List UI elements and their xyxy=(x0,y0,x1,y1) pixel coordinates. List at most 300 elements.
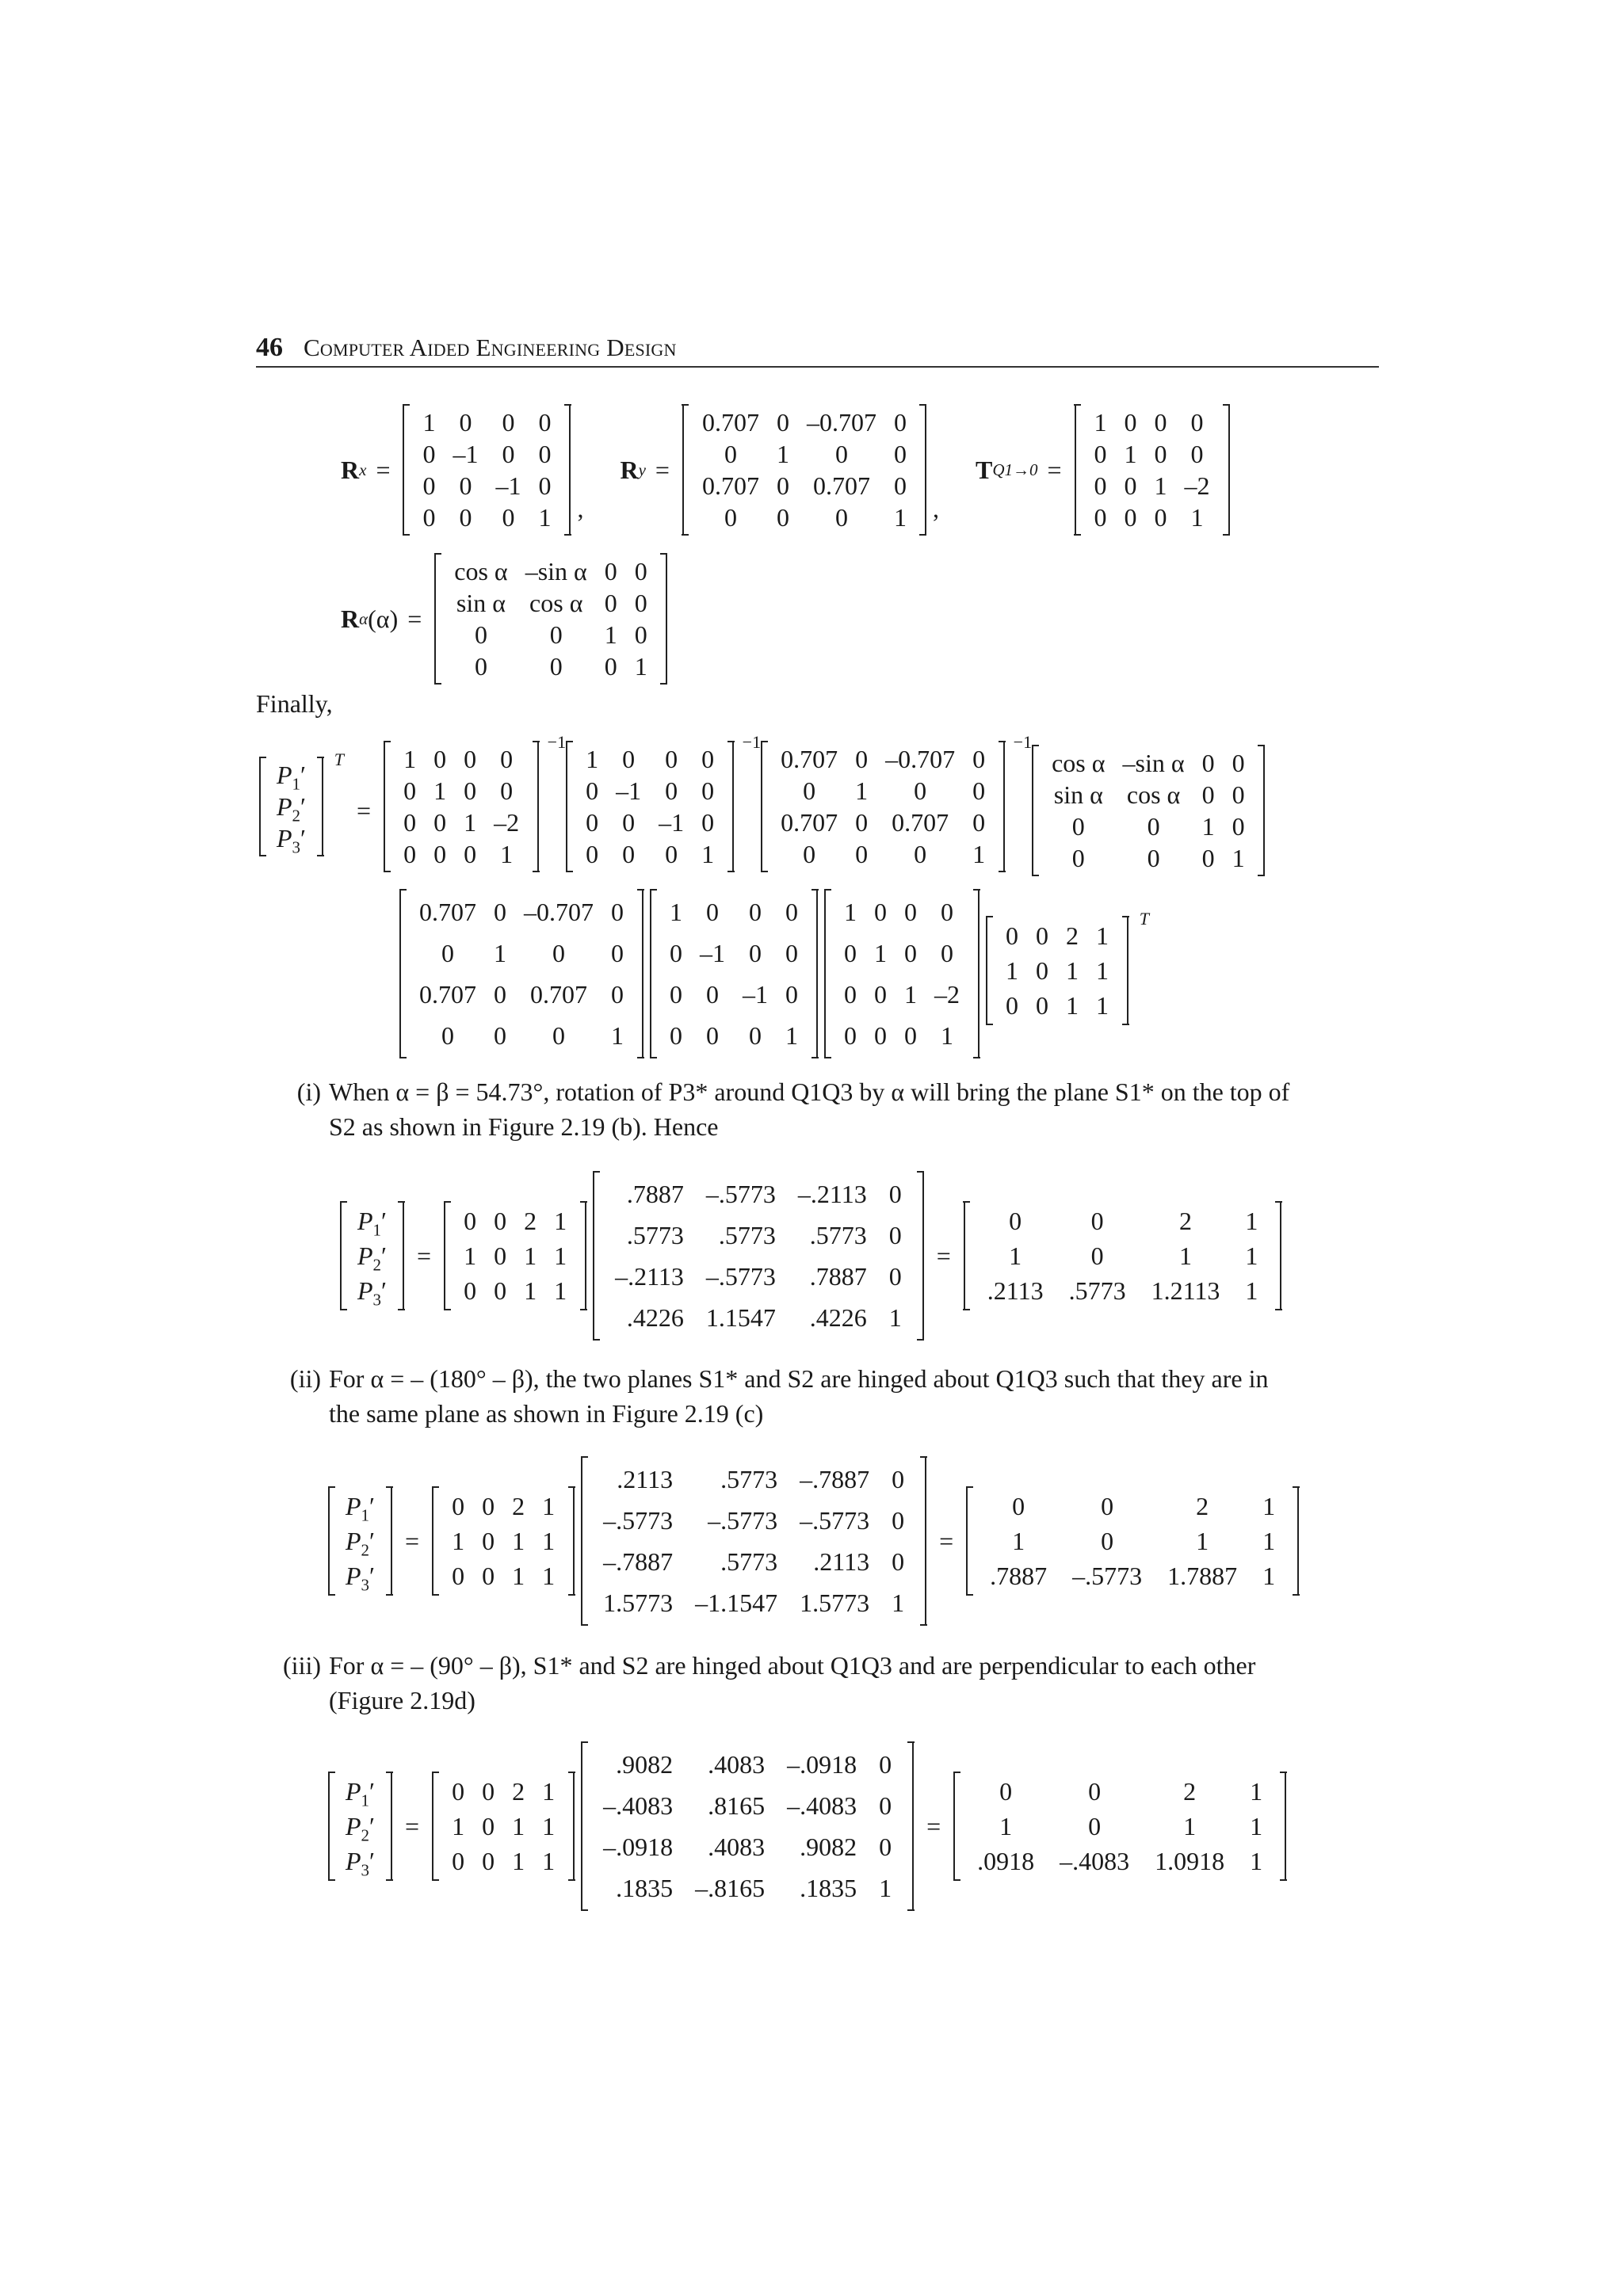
matrix-cell: 1 xyxy=(611,1021,624,1050)
matrix-cell: –.5773 xyxy=(800,1506,870,1535)
matrix-cell: 0 xyxy=(494,980,506,1009)
matrix-cell: 1 xyxy=(879,1874,892,1902)
matrix-cell: 0 xyxy=(502,440,515,468)
matrix-cell: 0 xyxy=(452,1492,465,1520)
matrix-cell: 1 xyxy=(1009,1241,1022,1270)
rotation-matrix-case3 xyxy=(581,1741,914,1911)
matrix-cell: 2 xyxy=(1178,1207,1192,1235)
matrix-cell: 0 xyxy=(552,939,565,967)
matrix-cell: 0 xyxy=(1036,921,1048,950)
matrix-cell: –.5773 xyxy=(705,1262,776,1291)
matrix-cell: –2 xyxy=(1184,471,1210,500)
matrix-cell: 1.7887 xyxy=(1167,1562,1238,1590)
matrix-cell: 1 xyxy=(1245,1276,1258,1305)
matrix-cell: .5773 xyxy=(626,1221,684,1249)
matrix-cell: 1 xyxy=(1190,503,1204,532)
matrix-cell: –1 xyxy=(743,980,768,1009)
matrix-cell: 0 xyxy=(701,808,715,837)
matrix-cell: 0 xyxy=(1124,471,1137,500)
matrix-cell: 0 xyxy=(879,1750,892,1779)
matrix-cell: 0 xyxy=(670,939,682,967)
matrix-cell: 1 xyxy=(586,745,599,773)
matrix-cell: 0 xyxy=(1006,990,1018,1020)
matrix-cell: 0 xyxy=(941,939,953,967)
matrix-cell: 0 xyxy=(776,408,789,437)
matrix-cell: 0 xyxy=(724,440,737,468)
matrix-cell: .2113 xyxy=(617,1465,674,1493)
matrix-cell: 0 xyxy=(464,840,477,868)
t-matrix-inverse xyxy=(384,741,539,872)
matrix-cell: 0.707 xyxy=(419,980,476,1009)
matrix-cell: 0 xyxy=(500,776,514,805)
matrix-cell: –.5773 xyxy=(705,1180,776,1208)
matrix-cell: –1 xyxy=(659,808,685,837)
matrix-cell: 1 xyxy=(1245,1241,1258,1270)
matrix-cell: .4083 xyxy=(708,1750,766,1779)
matrix-cell: 0 xyxy=(604,652,617,681)
matrix-cell: 0 xyxy=(1012,1492,1025,1520)
result-matrix-case1 xyxy=(964,1201,1282,1310)
matrix-cell: –1 xyxy=(616,776,642,805)
matrix-cell: 0 xyxy=(622,808,636,837)
matrix-cell: 1.5773 xyxy=(603,1589,674,1617)
matrix-cell: 0 xyxy=(1154,440,1167,468)
final-equation-line2: 0.707 0 –0.707 0 0 1 0 0 0.707 0 0.707 0 0 0 0 1 1 0 0 0 0 –1 0 0 0 0 –1 0 0 0 0 1 1 0 0 0 0 1 0 0 0 0 1 –2 0 0 0 1 0 0 2 1 1 0 1 1 0 0 1 1 T xyxy=(396,889,1132,1058)
matrix-cell: –.4083 xyxy=(1060,1847,1130,1875)
matrix-cell: –.2113 xyxy=(615,1262,684,1291)
matrix-cell: 0 xyxy=(855,745,869,773)
matrix-cell: 0 xyxy=(834,503,848,532)
matrix-cell: 1 xyxy=(433,776,447,805)
matrix-cell: 0 xyxy=(403,808,417,837)
matrix-cell: 0 xyxy=(611,939,624,967)
ry-matrix-inverse xyxy=(761,741,1005,872)
case-ii-equation: $P_1'$ $P_2'$ $P_3'$ = 0 0 2 1 1 0 1 1 0 0 1 1 .2113 .5773 –.7887 0 –.5773 –.5773 –.5773 0 –.7887 .5773 .2113 0 1.5773 –1.1547 1.5773 1 = 0 0 2 1 1 0 1 1 .7887 –.5773 1.7887 1 xyxy=(325,1456,1302,1626)
matrix-cell: 0 xyxy=(749,939,762,967)
page-number: 46 xyxy=(256,333,283,362)
matrix-cell: 0 xyxy=(893,440,907,468)
case-iii-text: (iii) For α = – (90° – β), S1* and S2 are hinged about Q1Q3 and are perpendicular to each other (Figure 2.19d) xyxy=(283,1651,1256,1714)
matrix-cell: 1 xyxy=(893,503,907,532)
case-iii-equation: $P_1'$ $P_2'$ $P_3'$ = 0 0 2 1 1 0 1 1 0 0 1 1 .9082 .4083 –.0918 0 –.4083 .8165 –.4083 0 –.0918 .4083 .9082 0 .1835 –.8165 .1835 1 = 0 0 2 1 1 0 1 1 .0918 –.4083 1.0918 1 xyxy=(325,1741,1289,1911)
vector-entry: $P_2'$ xyxy=(357,1241,388,1275)
matrix-cell: 0 xyxy=(749,898,762,926)
matrix-cell: 1 xyxy=(844,898,857,926)
matrix-cell: 1 xyxy=(874,939,887,967)
matrix-cell: 0 xyxy=(452,1847,465,1875)
matrix-cell: 0 xyxy=(844,1021,857,1050)
matrix-cell: 1 xyxy=(512,1812,525,1840)
matrix-cell: 0 xyxy=(459,503,472,532)
matrix-cell: 1 xyxy=(512,1847,525,1875)
rx-label: R x xyxy=(341,456,367,484)
matrix-cell: 0 xyxy=(914,840,927,868)
matrix-cell: 0 xyxy=(972,776,986,805)
vector-entry: $P_1'$ xyxy=(357,1207,388,1240)
matrix-cell: 1.2113 xyxy=(1151,1276,1220,1305)
matrix-cell: 0 xyxy=(1147,811,1160,841)
matrix-cell: 0 xyxy=(785,939,798,967)
matrix-cell: 0 xyxy=(1201,780,1215,809)
matrix-cell: –.2113 xyxy=(797,1180,867,1208)
matrix-cell: 2 xyxy=(1196,1492,1209,1520)
translation-label: T Q1→0 xyxy=(975,456,1038,484)
ralpha-equation: R α (α) = cos α –sin α 0 0 sin α cos α 0 0 0 0 1 0 0 0 0 1 xyxy=(341,553,670,685)
ry-matrix-line2 xyxy=(399,889,643,1058)
matrix-cell: 0 xyxy=(464,776,477,805)
matrix-cell: –.0918 xyxy=(787,1750,857,1779)
ry-label: R y xyxy=(620,456,646,484)
matrix-cell: 0 xyxy=(888,1221,902,1249)
matrix-cell: 2 xyxy=(512,1492,525,1520)
matrix-cell: 1.5773 xyxy=(800,1589,870,1617)
matrix-cell: 0.707 xyxy=(781,808,838,837)
matrix-cell: 1 xyxy=(1012,1527,1025,1555)
matrix-cell: 1 xyxy=(422,408,436,437)
matrix-cell: 0 xyxy=(1232,780,1245,809)
matrix-cell: 0 xyxy=(874,898,887,926)
matrix-cell: –2 xyxy=(494,808,520,837)
case-i-text: (i) When α = β = 54.73°, rotation of P3* around Q1Q3 by α will bring the plane S1* on the top of S2 as shown in Figure 2.19 (b). Hence xyxy=(296,1077,1290,1141)
matrix-cell: 1 xyxy=(1250,1812,1263,1840)
matrix-cell: 0 xyxy=(888,1262,902,1291)
matrix-cell: 1 xyxy=(500,840,514,868)
matrix-cell: 0 xyxy=(464,1207,477,1235)
matrix-cell: 1 xyxy=(776,440,789,468)
matrix-cell: 0 xyxy=(1124,408,1137,437)
matrix-cell: 0 xyxy=(1009,1207,1022,1235)
matrix-cell: 1 xyxy=(701,840,715,868)
matrix-cell: –.0918 xyxy=(603,1833,674,1861)
matrix-cell: 1 xyxy=(542,1812,556,1840)
matrix-cell: 0 xyxy=(1190,408,1204,437)
matrix-cell: 0 xyxy=(1147,843,1160,872)
matrix-cell: 1 xyxy=(554,1241,567,1270)
matrix-cell: 1 xyxy=(1250,1847,1263,1875)
matrix-cell: 1 xyxy=(1262,1527,1276,1555)
matrix-cell: 0 xyxy=(1201,748,1215,777)
matrix-cell: 0 xyxy=(482,1812,495,1840)
matrix-cell: 0 xyxy=(482,1777,495,1806)
matrix-cell: 0 xyxy=(893,471,907,500)
final-equation-line1: $P_1'$ $P_2'$ $P_3'$ T = 1 0 0 0 0 1 0 0 0 0 1 –2 0 0 0 1 −1 1 0 0 0 0 –1 0 0 0 0 –1 0 0 0 0 1 −1 0.707 0 –0.707 0 0 1 0 0 0.707 0 0.707 0 0 0 0 1 −1 cos α –sin α 0 0 sin α cos α 0 0 0 0 1 0 0 0 0 1 xyxy=(256,741,1268,879)
matrix-cell: 1 xyxy=(512,1527,525,1555)
matrix-cell: –.5773 xyxy=(603,1506,674,1535)
matrix-cell: 0 xyxy=(494,1276,507,1305)
matrix-cell: 0 xyxy=(464,745,477,773)
matrix-cell: 0 xyxy=(1232,748,1245,777)
matrix-cell: –1 xyxy=(700,939,725,967)
matrix-cell: 0 xyxy=(622,745,636,773)
matrix-cell: 0 xyxy=(586,776,599,805)
matrix-cell: 0 xyxy=(855,808,869,837)
matrix-cell: 1 xyxy=(1066,955,1079,985)
matrix-cell: 0 xyxy=(1101,1527,1114,1555)
matrix-cell: 0 xyxy=(433,840,447,868)
matrix-cell: 0.707 xyxy=(701,408,759,437)
case-ii-text: (ii) For α = – (180° – β), the two planes S1* and S2 are hinged about Q1Q3 such that they are in the same plane as shown in Figure 2.19 (c) xyxy=(289,1364,1269,1428)
matrix-cell: 1 xyxy=(1178,1241,1192,1270)
matrix-cell: .0918 xyxy=(977,1847,1035,1875)
matrix-cell: 0 xyxy=(494,1021,506,1050)
matrix-cell: 1 xyxy=(512,1562,525,1590)
matrix-cell: 1 xyxy=(1096,921,1109,950)
matrix-cell: 0 xyxy=(452,1777,465,1806)
rotation-matrix-case1 xyxy=(593,1171,924,1341)
rx-matrix-inverse xyxy=(566,741,734,872)
matrix-cell: –0.707 xyxy=(524,898,594,926)
vector-entry: $P_2'$ xyxy=(346,1812,376,1845)
matrix-cell: cos α xyxy=(1052,748,1106,777)
rx-matrix-line2 xyxy=(650,889,818,1058)
matrix-cell: 0 xyxy=(441,939,454,967)
matrix-cell: 2 xyxy=(1183,1777,1197,1806)
matrix-cell: 0 xyxy=(403,776,417,805)
matrix-cell: 0 xyxy=(500,745,514,773)
matrix-cell: 0 xyxy=(785,898,798,926)
matrix-cell: 0 xyxy=(1071,843,1085,872)
p-prime-vector xyxy=(259,757,323,856)
matrix-cell: 0 xyxy=(892,1506,905,1535)
matrix-cell: 0 xyxy=(422,503,436,532)
matrix-cell: –1 xyxy=(453,440,479,468)
matrix-cell: 1 xyxy=(904,980,917,1009)
matrix-cell: 0 xyxy=(879,1791,892,1820)
matrix-cell: 0 xyxy=(665,840,678,868)
matrix-cell: 0 xyxy=(604,557,617,585)
running-title: Computer Aided Engineering Design xyxy=(304,334,677,361)
vector-entry: $P_1'$ xyxy=(277,761,307,794)
matrix-cell: 0 xyxy=(482,1562,495,1590)
matrix-cell: –0.707 xyxy=(806,408,876,437)
matrix-cell: 0 xyxy=(1201,843,1215,872)
matrix-cell: 0 xyxy=(701,776,715,805)
matrix-cell: 2 xyxy=(512,1777,525,1806)
matrix-cell: –0.707 xyxy=(885,745,956,773)
matrix-cell: .7887 xyxy=(990,1562,1048,1590)
matrix-cell: 0 xyxy=(611,898,624,926)
matrix-cell: –1 xyxy=(495,471,521,500)
matrix-cell: –.8165 xyxy=(695,1874,766,1902)
matrix-cell: 1 xyxy=(1094,408,1107,437)
matrix-cell: 0 xyxy=(474,652,487,681)
matrix-cell: 0 xyxy=(634,557,647,585)
vector-entry: $P_2'$ xyxy=(277,792,307,826)
vector-entry: $P_1'$ xyxy=(346,1777,376,1810)
matrix-cell: 1 xyxy=(524,1241,537,1270)
matrix-cell: 0 xyxy=(1006,921,1018,950)
matrix-cell: 0 xyxy=(803,840,816,868)
matrix-cell: .4226 xyxy=(626,1303,684,1332)
matrix-cell: 1 xyxy=(542,1562,556,1590)
matrix-cell: 0 xyxy=(706,980,719,1009)
case-i-equation: $P_1'$ $P_2'$ $P_3'$ = 0 0 2 1 1 0 1 1 0 0 1 1 .7887 –.5773 –.2113 0 .5773 .5773 .5773 0 –.2113 –.5773 .7887 0 .4226 1.1547 .4226 1 = 0 0 2 1 1 0 1 1 .2113 .5773 1.2113 1 xyxy=(337,1171,1285,1341)
matrix-cell: 1 xyxy=(1183,1812,1197,1840)
matrix-cell: .5773 xyxy=(1068,1276,1126,1305)
matrix-cell: 0 xyxy=(941,898,953,926)
matrix-cell: 0 xyxy=(441,1021,454,1050)
matrix-cell: 0 xyxy=(1036,955,1048,985)
matrix-cell: 0 xyxy=(724,503,737,532)
matrix-cell: 0 xyxy=(482,1847,495,1875)
matrix-cell: 0 xyxy=(834,440,848,468)
matrix-cell: 0 xyxy=(665,745,678,773)
matrix-cell: 0 xyxy=(776,471,789,500)
matrix-cell: .5773 xyxy=(720,1547,778,1576)
matrix-cell: 0 xyxy=(464,1276,477,1305)
matrix-cell: 0 xyxy=(874,980,887,1009)
matrix-cell: 0 xyxy=(502,503,515,532)
ralpha-label: R α (α) xyxy=(341,605,399,633)
matrix-cell: 0 xyxy=(604,589,617,617)
matrix-cell: 0 xyxy=(1088,1777,1102,1806)
matrix-cell: 1 xyxy=(1232,843,1245,872)
matrix-cell: 0 xyxy=(914,776,927,805)
matrix-cell: 1 xyxy=(542,1777,556,1806)
p-prime-vector-case1 xyxy=(340,1201,404,1310)
matrix-cell: .9082 xyxy=(616,1750,674,1779)
matrix-cell: 2 xyxy=(524,1207,537,1235)
matrix-cell: .4226 xyxy=(809,1303,867,1332)
matrix-cell: 0 xyxy=(904,939,917,967)
matrix-cell: 0 xyxy=(999,1777,1013,1806)
matrix-cell: 1 xyxy=(634,652,647,681)
vector-entry: $P_3'$ xyxy=(346,1562,376,1595)
running-header xyxy=(256,331,1379,368)
matrix-cell: 0 xyxy=(459,471,472,500)
matrix-cell: 1 xyxy=(1154,471,1167,500)
matrix-cell: 0 xyxy=(1232,811,1245,841)
matrix-cell: cos α xyxy=(529,589,583,617)
matrix-cell: .5773 xyxy=(720,1465,778,1493)
matrix-cell: 0.707 xyxy=(781,745,838,773)
matrix-cell: 0 xyxy=(893,408,907,437)
matrix-cell: 0.707 xyxy=(419,898,476,926)
matrix-cell: 0 xyxy=(904,1021,917,1050)
matrix-cell: 0 xyxy=(701,745,715,773)
matrix-cell: cos α xyxy=(1126,780,1181,809)
matrix-cell: 0 xyxy=(785,980,798,1009)
matrix-cell: 1 xyxy=(464,808,477,837)
matrix-cell: 0 xyxy=(706,898,719,926)
matrix-cell: 0 xyxy=(1154,408,1167,437)
matrix-cell: 0 xyxy=(1090,1207,1104,1235)
matrix-cell: 0 xyxy=(538,408,552,437)
vector-entry: $P_2'$ xyxy=(346,1527,376,1560)
matrix-cell: 0 xyxy=(874,1021,887,1050)
matrix-cell: 0 xyxy=(776,503,789,532)
matrix-cell: 0 xyxy=(422,440,436,468)
matrix-cell: .5773 xyxy=(809,1221,867,1249)
ry-matrix xyxy=(682,404,926,536)
matrix-cell: 0 xyxy=(634,589,647,617)
matrix-cell: 0 xyxy=(549,620,563,649)
matrix-cell: 0.707 xyxy=(530,980,587,1009)
matrix-cell: 1 xyxy=(785,1021,798,1050)
matrix-cell: 0 xyxy=(855,840,869,868)
matrix-cell: 0 xyxy=(844,980,857,1009)
matrix-cell: 1 xyxy=(542,1492,556,1520)
matrix-cell: 0 xyxy=(611,980,624,1009)
matrix-cell: 1 xyxy=(1124,440,1137,468)
matrix-cell: 1 xyxy=(892,1589,905,1617)
q-points-matrix xyxy=(986,916,1128,1025)
matrix-cell: 0 xyxy=(1094,503,1107,532)
matrix-cell: –sin α xyxy=(525,557,587,585)
matrix-cell: –.7887 xyxy=(800,1465,870,1493)
matrix-cell: 1 xyxy=(1250,1777,1263,1806)
matrix-cell: 1 xyxy=(604,620,617,649)
matrix-cell: 1 xyxy=(538,503,552,532)
matrix-cell: –sin α xyxy=(1122,748,1185,777)
rx-matrix xyxy=(403,404,571,536)
matrix-cell: 0 xyxy=(549,652,563,681)
matrix-cell: .8165 xyxy=(708,1791,766,1820)
matrix-cell: 1 xyxy=(542,1847,556,1875)
matrix-cell: 1 xyxy=(941,1021,953,1050)
matrix-cell: 1 xyxy=(524,1276,537,1305)
matrix-cell: 1 xyxy=(464,1241,477,1270)
matrix-cell: 1 xyxy=(1201,811,1215,841)
matrix-cell: 0 xyxy=(879,1833,892,1861)
matrix-cell: 0.707 xyxy=(812,471,870,500)
matrix-cell: 1 xyxy=(888,1303,902,1332)
matrix-cell: 1 xyxy=(452,1527,465,1555)
matrix-cell: 1 xyxy=(1096,990,1109,1020)
matrix-cell: 1 xyxy=(1245,1207,1258,1235)
matrix-cell: 0 xyxy=(494,898,506,926)
matrix-cell: 1 xyxy=(542,1527,556,1555)
matrix-cell: –.4083 xyxy=(787,1791,857,1820)
matrix-cell: 1 xyxy=(1096,955,1109,985)
matrix-cell: 0 xyxy=(474,620,487,649)
matrix-cell: 0 xyxy=(422,471,436,500)
matrix-cell: 1.0918 xyxy=(1155,1847,1225,1875)
matrix-cell: 0 xyxy=(538,440,552,468)
matrix-cell: 0 xyxy=(1094,440,1107,468)
ralpha-matrix xyxy=(434,553,667,685)
matrix-cell: .5773 xyxy=(718,1221,776,1249)
matrix-cell: 1 xyxy=(999,1812,1013,1840)
matrix-cell: 0 xyxy=(494,1241,507,1270)
matrix-cell: 0 xyxy=(538,471,552,500)
matrix-cell: 0 xyxy=(494,1207,507,1235)
matrix-cell: .1835 xyxy=(800,1874,857,1902)
matrix-cell: 0 xyxy=(888,1180,902,1208)
matrix-cell: 1 xyxy=(1006,955,1018,985)
matrix-cell: .2113 xyxy=(813,1547,870,1576)
matrix-cell: –.7887 xyxy=(603,1547,674,1576)
matrix-cell: 0.707 xyxy=(892,808,949,837)
matrix-cell: 1 xyxy=(670,898,682,926)
result-matrix-case2 xyxy=(966,1486,1299,1596)
matrix-cell: .2113 xyxy=(987,1276,1044,1305)
matrix-cell: 0 xyxy=(972,808,986,837)
rotation-matrix-case2 xyxy=(581,1456,926,1626)
matrix-cell: 1 xyxy=(494,939,506,967)
ralpha-matrix-final xyxy=(1032,745,1265,876)
vector-entry: $P_3'$ xyxy=(346,1847,376,1880)
matrix-cell: 1 xyxy=(403,745,417,773)
matrix-cell: sin α xyxy=(1053,780,1103,809)
matrix-cell: 0 xyxy=(1036,990,1048,1020)
matrix-cell: 0 xyxy=(706,1021,719,1050)
matrix-cell: 0 xyxy=(1090,1241,1104,1270)
matrix-cell: 0 xyxy=(482,1527,495,1555)
matrix-cell: –.5773 xyxy=(708,1506,778,1535)
matrix-cell: 0 xyxy=(452,1562,465,1590)
matrix-cell: 1 xyxy=(855,776,869,805)
